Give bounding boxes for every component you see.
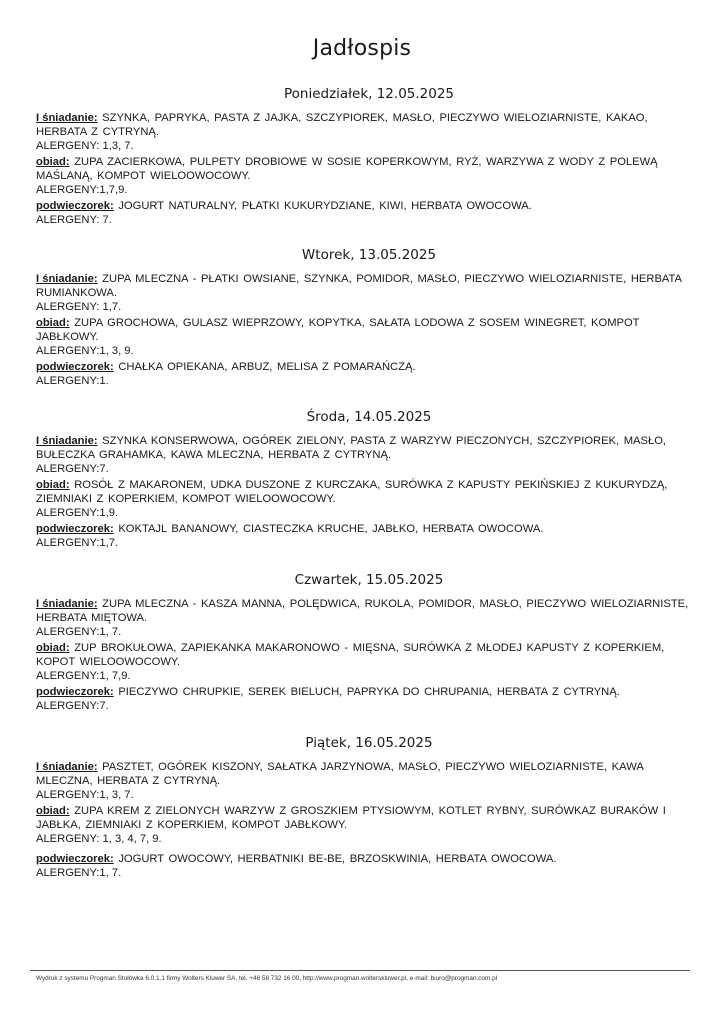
meal-label: I śniadanie	[36, 112, 94, 124]
meal-label: podwieczorek	[36, 200, 110, 212]
meal-snack: podwieczorek: CHAŁKA OPIEKANA, ARBUZ, MELISA Z POMARAŃCZĄ. ALERGENY:1.	[36, 360, 696, 388]
meal-snack: podwieczorek: PIECZYWO CHRUPKIE, SEREK BIELUCH, PAPRYKA DO CHRUPANIA, HERBATA Z CYTRYNĄ. ALERGENY:7.	[36, 685, 696, 713]
meal-label: obiad	[36, 156, 66, 168]
allergens: ALERGENY:1, 3, 7.	[36, 789, 134, 801]
meal-text: ZUPA ZACIERKOWA, PULPETY DROBIOWE W SOSIE KOPERKOWYM, RYŻ, WARZYWA Z WODY Z POLEWĄ MAŚLANĄ, KOMPOT WIELOOWOCOWY.	[36, 156, 658, 182]
meal-text: ZUPA MLECZNA - KASZA MANNA, POLĘDWICA, RUKOLA, POMIDOR, MASŁO, PIECZYWO WIELOZIARNISTE, HERBATA MIĘTOWA.	[36, 598, 689, 624]
allergens: ALERGENY: 7.	[36, 214, 112, 226]
day-header: Środa, 14.05.2025	[306, 409, 432, 425]
allergens: ALERGENY:1, 3, 9.	[36, 345, 134, 357]
meal-label: podwieczorek	[36, 523, 110, 535]
meal-snack: podwieczorek: KOKTAJL BANANOWY, CIASTECZKA KRUCHE, JABŁKO, HERBATA OWOCOWA. ALERGENY:1,7.	[36, 522, 696, 550]
meal-snack: podwieczorek: JOGURT OWOCOWY, HERBATNIKI BE-BE, BRZOSKWINIA, HERBATA OWOCOWA. ALERGENY:1, 7.	[36, 852, 696, 880]
meal-lunch: obiad: ZUPA ZACIERKOWA, PULPETY DROBIOWE W SOSIE KOPERKOWYM, RYŻ, WARZYWA Z WODY Z POLEWĄ MAŚLANĄ, KOMPOT WIELOOWOCOWY. ALERGENY:1,7,9.	[36, 155, 696, 197]
meal-text: CHAŁKA OPIEKANA, ARBUZ, MELISA Z POMARAŃCZĄ.	[118, 361, 416, 373]
meal-text: ZUP BROKUŁOWA, ZAPIEKANKA MAKARONOWO - MIĘSNA, SURÓWKA Z MŁODEJ KAPUSTY Z KOPERKIEM, KOPOT WIELOOWOCOWY.	[36, 642, 665, 668]
day-section-thursday	[36, 572, 696, 715]
footer-divider	[30, 970, 690, 971]
meal-text: ZUPA KREM Z ZIELONYCH WARZYW Z GROSZKIEM PTYSIOWYM, KOTLET RYBNY, SURÓWKAZ BURAKÓW I JABŁKA, ZIEMNIAKI Z KOPERKIEM, KOMPOT JABŁKOWY.	[36, 805, 666, 831]
meal-text: JOGURT NATURALNY, PŁATKI KUKURYDZIANE, KIWI, HERBATA OWOCOWA.	[118, 200, 532, 212]
meal-breakfast: I śniadanie: SZYNKA KONSERWOWA, OGÓREK ZIELONY, PASTA Z WARZYW PIECZONYCH, SZCZYPIOREK, MASŁO, BUŁECZKA GRAHAMKA, KAWA MLECZNA, HERBATA Z CYTRYNĄ. ALERGENY:7.	[36, 434, 696, 476]
footer-print-info: Wydruk z systemu Progman Stołówka 6.0.1.1 firmy Wolters Kluwer SA, tel. +48 58 732 16 00, http://www.progman.wolterskluwer.pl, e-mail: biuro@progman.com.pl	[36, 975, 498, 982]
day-header: Czwartek, 15.05.2025	[294, 572, 444, 588]
day-section-monday	[36, 86, 696, 229]
meal-label: I śniadanie	[36, 598, 94, 610]
day-section-tuesday	[36, 247, 696, 390]
allergens: ALERGENY:1,9.	[36, 507, 119, 519]
meal-label: I śniadanie	[36, 761, 94, 773]
meal-text: ROSÓŁ Z MAKARONEM, UDKA DUSZONE Z KURCZAKA, SURÓWKA Z KAPUSTY PEKIŃSKIEJ Z KUKURYDZĄ, ZIEMNIAKI Z KOPERKIEM, KOMPOT WIELOOWOCOWY.	[36, 479, 668, 505]
meal-text: SZYNKA KONSERWOWA, OGÓREK ZIELONY, PASTA Z WARZYW PIECZONYCH, SZCZYPIOREK, MASŁO, BUŁECZKA GRAHAMKA, KAWA MLECZNA, HERBATA Z CYTRYNĄ.	[36, 435, 667, 461]
day-section-friday	[36, 735, 696, 882]
meal-label: podwieczorek	[36, 853, 110, 865]
meal-breakfast: I śniadanie: SZYNKA, PAPRYKA, PASTA Z JAJKA, SZCZYPIOREK, MASŁO, PIECZYWO WIELOZIARNISTE, KAKAO, HERBATA Z CYTRYNĄ. ALERGENY: 1,3, 7.	[36, 111, 696, 153]
meal-lunch: obiad: ROSÓŁ Z MAKARONEM, UDKA DUSZONE Z KURCZAKA, SURÓWKA Z KAPUSTY PEKIŃSKIEJ Z KUKURYDZĄ, ZIEMNIAKI Z KOPERKIEM, KOMPOT WIELOOWOCOWY. ALERGENY:1,9.	[36, 478, 696, 520]
meal-lunch: obiad: ZUPA GROCHOWA, GULASZ WIEPRZOWY, KOPYTKA, SAŁATA LODOWA Z SOSEM WINEGRET, KOMPOT JABŁKOWY. ALERGENY:1, 3, 9.	[36, 316, 696, 358]
meal-label: obiad	[36, 642, 66, 654]
meal-lunch: obiad: ZUPA KREM Z ZIELONYCH WARZYW Z GROSZKIEM PTYSIOWYM, KOTLET RYBNY, SURÓWKAZ BURAKÓW I JABŁKA, ZIEMNIAKI Z KOPERKIEM, KOMPOT JABŁKOWY. ALERGENY: 1, 3, 4, 7, 9.	[36, 804, 696, 846]
allergens: ALERGENY:1.	[36, 375, 109, 387]
meal-text: PIECZYWO CHRUPKIE, SEREK BIELUCH, PAPRYKA DO CHRUPANIA, HERBATA Z CYTRYNĄ.	[118, 686, 620, 698]
allergens: ALERGENY: 1,7.	[36, 301, 122, 313]
meal-breakfast: I śniadanie: ZUPA MLECZNA - PŁATKI OWSIANE, SZYNKA, POMIDOR, MASŁO, PIECZYWO WIELOZIARNISTE, HERBATA RUMIANKOWA. ALERGENY: 1,7.	[36, 272, 696, 314]
day-section-wednesday	[36, 409, 696, 552]
meal-text: KOKTAJL BANANOWY, CIASTECZKA KRUCHE, JABŁKO, HERBATA OWOCOWA.	[118, 523, 544, 535]
meal-label: obiad	[36, 805, 66, 817]
meal-label: I śniadanie	[36, 435, 94, 447]
meal-text: ZUPA GROCHOWA, GULASZ WIEPRZOWY, KOPYTKA, SAŁATA LODOWA Z SOSEM WINEGRET, KOMPOT JABŁKOWY.	[36, 317, 640, 343]
meal-text: JOGURT OWOCOWY, HERBATNIKI BE-BE, BRZOSKWINIA, HERBATA OWOCOWA.	[118, 853, 557, 865]
meal-label: podwieczorek	[36, 361, 110, 373]
allergens: ALERGENY:1, 7.	[36, 626, 122, 638]
day-header: Wtorek, 13.05.2025	[301, 247, 437, 263]
meal-label: podwieczorek	[36, 686, 110, 698]
allergens: ALERGENY:7.	[36, 463, 109, 475]
allergens: ALERGENY:1,7.	[36, 537, 119, 549]
allergens: ALERGENY:1,7,9.	[36, 184, 128, 196]
allergens: ALERGENY: 1, 3, 4, 7, 9.	[36, 833, 162, 845]
menu-title: Jadłospis	[312, 36, 412, 61]
meal-label: obiad	[36, 317, 66, 329]
allergens: ALERGENY: 1,3, 7.	[36, 140, 134, 152]
day-header: Piątek, 16.05.2025	[305, 735, 433, 751]
meal-breakfast: I śniadanie: PASZTET, OGÓREK KISZONY, SAŁATKA JARZYNOWA, MASŁO, PIECZYWO WIELOZIARNISTE, KAWA MLECZNA, HERBATA Z CYTRYNĄ. ALERGENY:1, 3, 7.	[36, 760, 696, 802]
allergens: ALERGENY:1, 7.	[36, 867, 122, 879]
allergens: ALERGENY:7.	[36, 700, 109, 712]
meal-text: PASZTET, OGÓREK KISZONY, SAŁATKA JARZYNOWA, MASŁO, PIECZYWO WIELOZIARNISTE, KAWA MLECZNA, HERBATA Z CYTRYNĄ.	[36, 761, 644, 787]
meal-breakfast: I śniadanie: ZUPA MLECZNA - KASZA MANNA, POLĘDWICA, RUKOLA, POMIDOR, MASŁO, PIECZYWO WIELOZIARNISTE, HERBATA MIĘTOWA. ALERGENY:1, 7.	[36, 597, 696, 639]
meal-label: obiad	[36, 479, 66, 491]
meal-lunch: obiad: ZUP BROKUŁOWA, ZAPIEKANKA MAKARONOWO - MIĘSNA, SURÓWKA Z MŁODEJ KAPUSTY Z KOPERKIEM, KOPOT WIELOOWOCOWY. ALERGENY:1, 7,9.	[36, 641, 696, 683]
allergens: ALERGENY:1, 7,9.	[36, 670, 131, 682]
meal-snack: podwieczorek: JOGURT NATURALNY, PŁATKI KUKURYDZIANE, KIWI, HERBATA OWOCOWA. ALERGENY: 7.	[36, 199, 696, 227]
day-header: Poniedziałek, 12.05.2025	[283, 86, 455, 102]
meal-label: I śniadanie	[36, 273, 94, 285]
meal-text: SZYNKA, PAPRYKA, PASTA Z JAJKA, SZCZYPIOREK, MASŁO, PIECZYWO WIELOZIARNISTE, KAKAO, HERBATA Z CYTRYNĄ.	[36, 112, 648, 138]
meal-text: ZUPA MLECZNA - PŁATKI OWSIANE, SZYNKA, POMIDOR, MASŁO, PIECZYWO WIELOZIARNISTE, HERBATA RUMIANKOWA.	[36, 273, 682, 299]
